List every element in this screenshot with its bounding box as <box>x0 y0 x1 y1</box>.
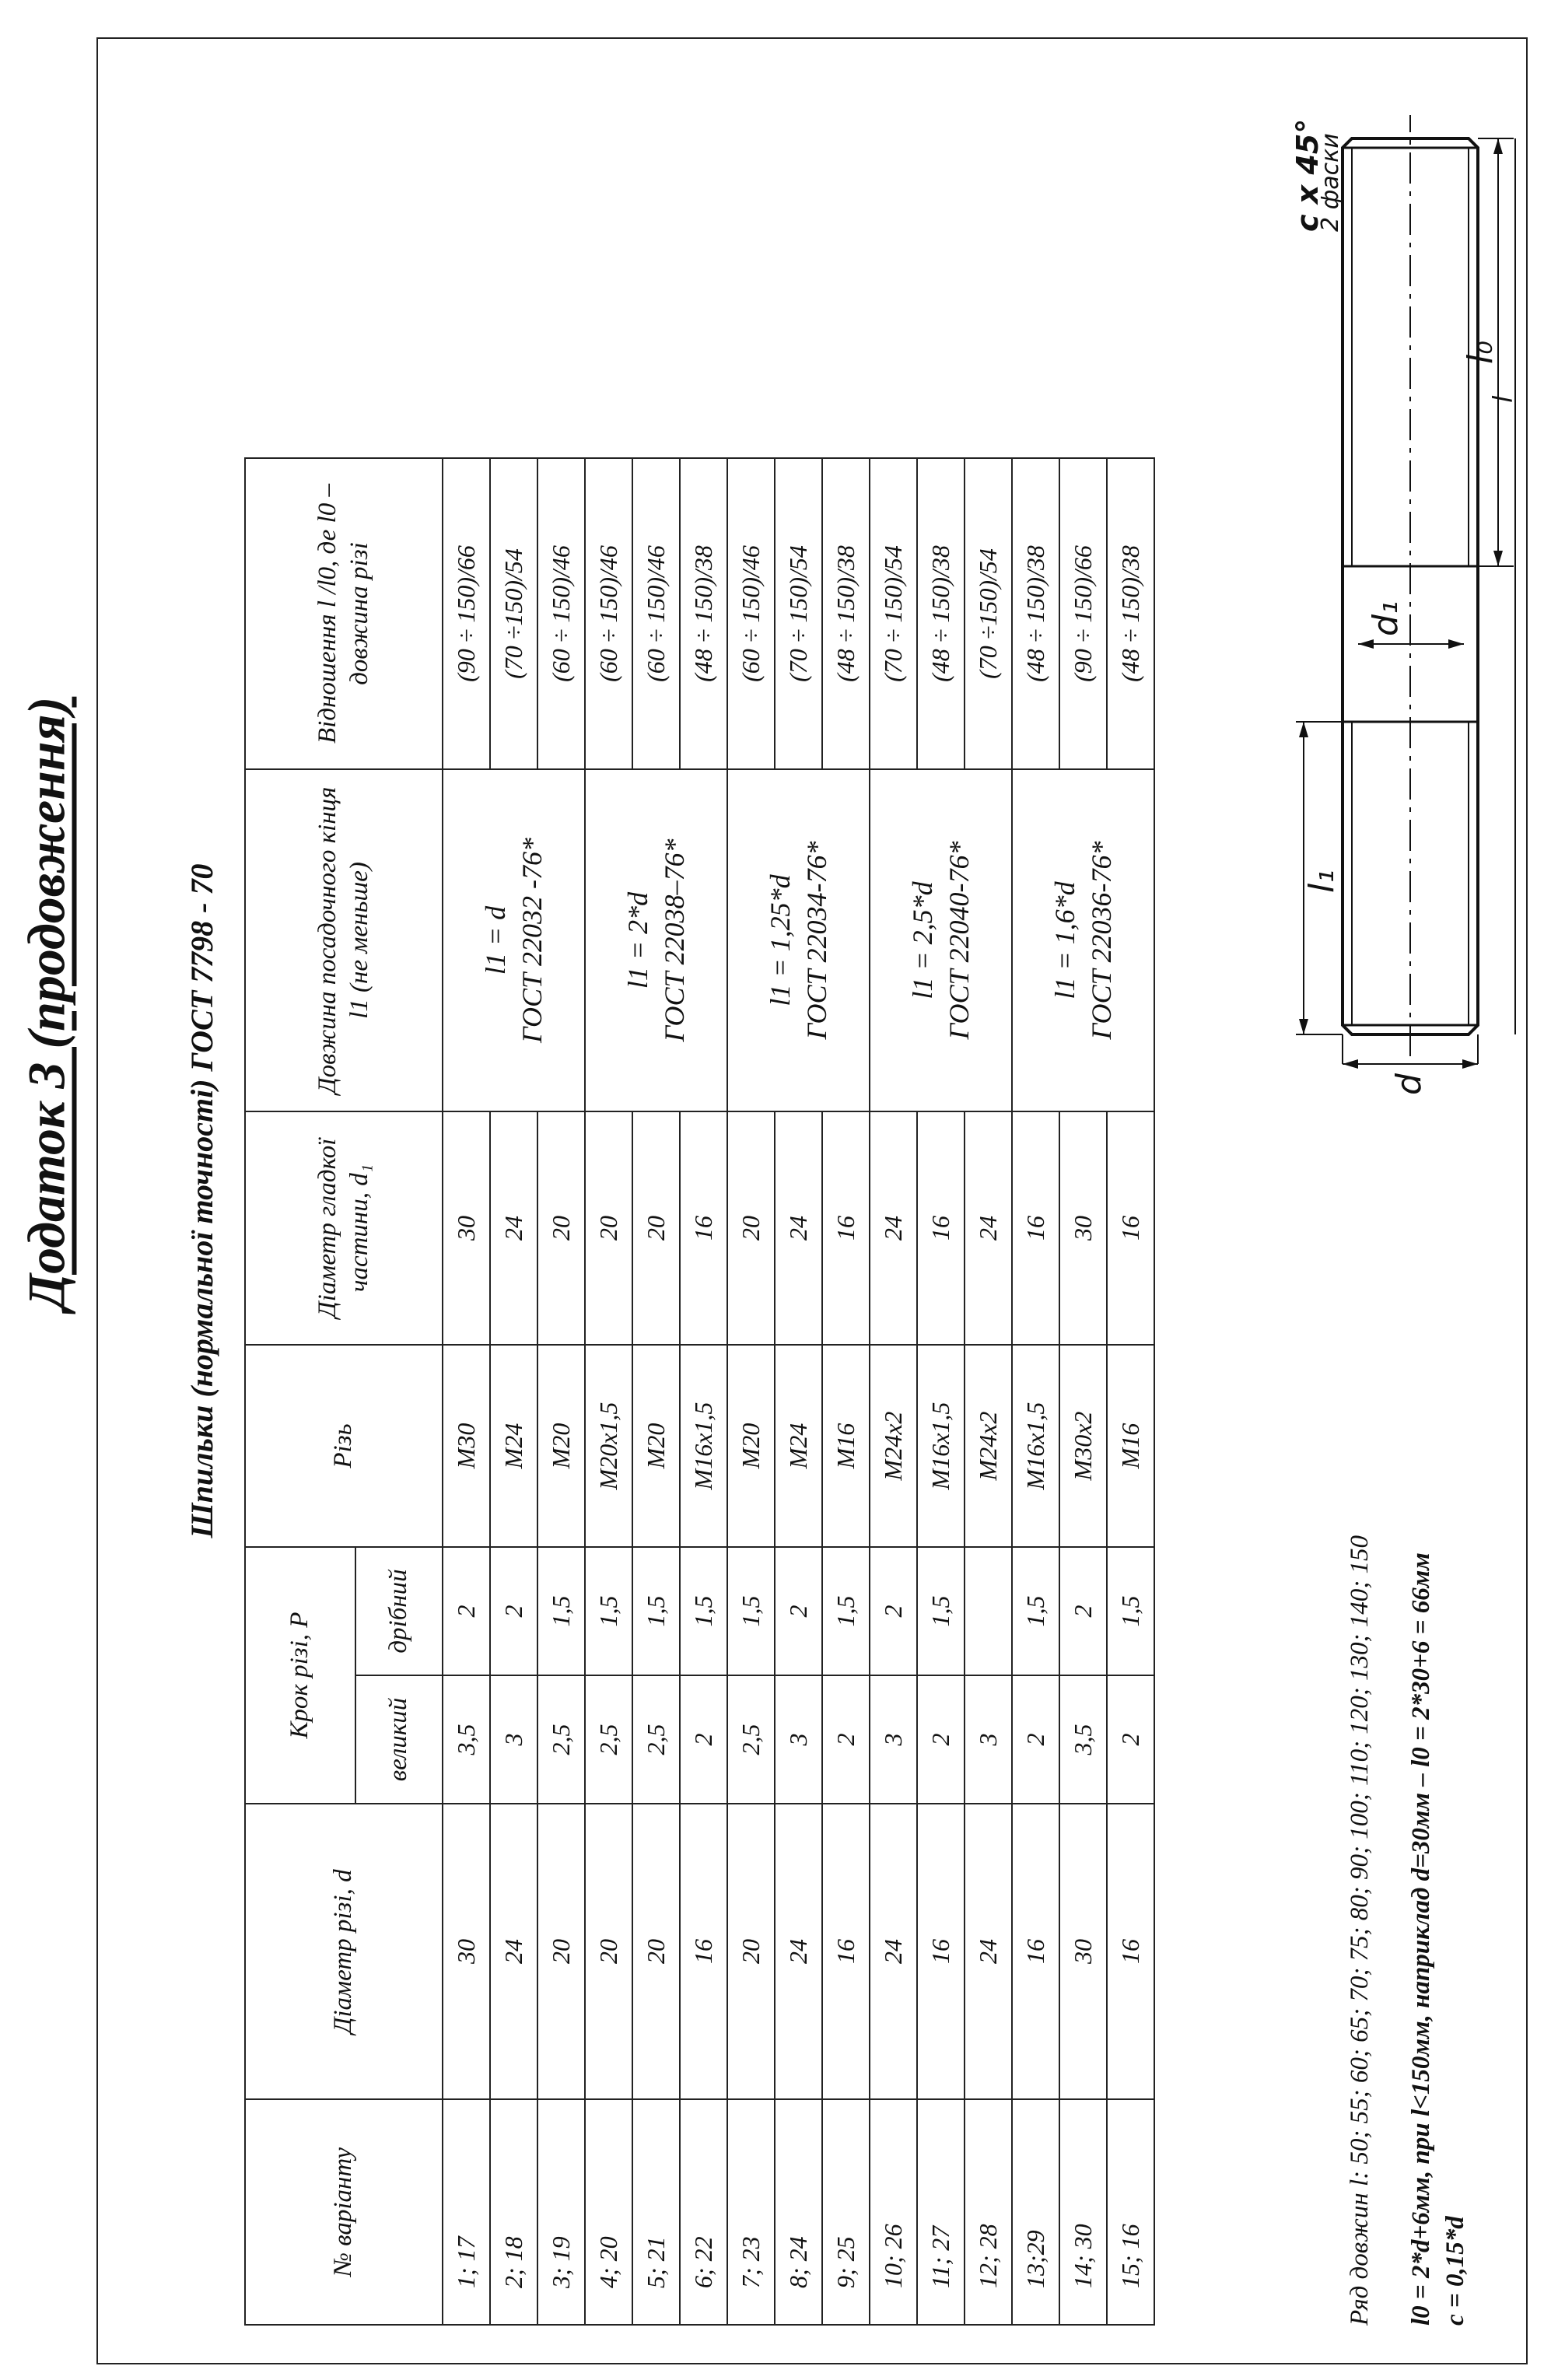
cell-thread: M24x2 <box>965 1345 1012 1547</box>
cell-pitch-coarse: 2 <box>917 1675 965 1804</box>
label-d1: d₁ <box>1366 600 1406 636</box>
fit-gost: ГОСТ 22038–76* <box>658 838 690 1042</box>
cell-pitch-coarse: 2 <box>1107 1675 1154 1804</box>
cell-pitch-coarse: 3 <box>965 1675 1012 1804</box>
cell-pitch-coarse: 2,5 <box>632 1675 680 1804</box>
table-row <box>775 458 822 2325</box>
cell-smooth-diameter: 24 <box>870 1111 917 1345</box>
stud-specification-table <box>244 457 1155 2326</box>
cell-pitch-coarse: 2 <box>680 1675 727 1804</box>
cell-fit-length <box>870 769 1012 1111</box>
header-ratio: Відношення l /l0, де l0 – довжина різі <box>245 458 443 769</box>
fit-gost: ГОСТ 22034-76* <box>800 841 832 1040</box>
cell-fit-length <box>727 769 870 1111</box>
cell-diameter: 30 <box>443 1804 490 2099</box>
fit-formula: l1 = d <box>479 905 511 975</box>
header-diameter: Діаметр різі, d <box>245 1804 443 2099</box>
cell-ratio: (90 ÷ 150)/66 <box>1059 458 1107 769</box>
cell-smooth-diameter: 16 <box>1107 1111 1154 1345</box>
fit-formula: l1 = 2,5*d <box>906 881 938 999</box>
cell-ratio: (90 ÷ 150)/66 <box>443 458 490 769</box>
cell-ratio: (70 ÷ 150)/54 <box>775 458 822 769</box>
cell-variant: 1; 17 <box>443 2099 490 2325</box>
cell-variant: 5; 21 <box>632 2099 680 2325</box>
table-row <box>585 458 632 2325</box>
table-title: Шпильки (нормальної точності) ГОСТ 7798 - 70 <box>184 863 219 1538</box>
thread-length-formula: l0 = 2*d+6мм, при l<150мм, наприклад d=30мм – l0 = 2*30+6 = 66мм <box>1406 1552 1435 2326</box>
cell-pitch-coarse: 2,5 <box>585 1675 632 1804</box>
cell-diameter: 16 <box>917 1804 965 2099</box>
cell-variant: 8; 24 <box>775 2099 822 2325</box>
cell-thread: M16x1,5 <box>1012 1345 1059 1547</box>
cell-pitch-fine: 1,5 <box>1012 1547 1059 1675</box>
cell-diameter: 16 <box>680 1804 727 2099</box>
cell-pitch-coarse: 2,5 <box>727 1675 775 1804</box>
length-series-note: Ряд довжин l: 50; 55; 60; 65; 70; 75; 80; 90; 100; 110; 120; 130; 140; 150 <box>1346 1535 1374 2326</box>
cell-pitch-coarse: 2 <box>822 1675 870 1804</box>
cell-ratio: (60 ÷ 150)/46 <box>585 458 632 769</box>
cell-diameter: 16 <box>1107 1804 1154 2099</box>
cell-pitch-fine: 1,5 <box>537 1547 585 1675</box>
cell-variant: 7; 23 <box>727 2099 775 2325</box>
cell-pitch-coarse: 3,5 <box>1059 1675 1107 1804</box>
cell-thread: M24 <box>490 1345 537 1547</box>
cell-fit-length <box>1012 769 1154 1111</box>
cell-fit-length <box>443 769 585 1111</box>
table-row <box>1059 458 1107 2325</box>
notes <box>1343 1159 1473 2326</box>
cell-variant: 14; 30 <box>1059 2099 1107 2325</box>
cell-smooth-diameter: 24 <box>490 1111 537 1345</box>
cell-fit-length <box>585 769 727 1111</box>
cell-thread: M16x1,5 <box>917 1345 965 1547</box>
cell-pitch-fine: 1,5 <box>680 1547 727 1675</box>
cell-ratio: (60 ÷ 150)/46 <box>537 458 585 769</box>
cell-ratio: (48 ÷ 150)/38 <box>1107 458 1154 769</box>
cell-ratio: (48 ÷ 150)/38 <box>822 458 870 769</box>
header-pitch-coarse: великий <box>355 1675 443 1804</box>
cell-pitch-fine <box>965 1547 1012 1675</box>
cell-diameter: 24 <box>870 1804 917 2099</box>
cell-diameter: 24 <box>965 1804 1012 2099</box>
cell-thread: M30 <box>443 1345 490 1547</box>
cell-diameter: 16 <box>822 1804 870 2099</box>
cell-thread: M24x2 <box>870 1345 917 1547</box>
cell-pitch-coarse: 3 <box>870 1675 917 1804</box>
cell-variant: 4; 20 <box>585 2099 632 2325</box>
label-l1: l₁ <box>1302 870 1342 893</box>
cell-variant: 6; 22 <box>680 2099 727 2325</box>
cell-thread: M16 <box>1107 1345 1154 1547</box>
cell-smooth-diameter: 24 <box>775 1111 822 1345</box>
page-heading-area <box>0 0 93 2380</box>
cell-smooth-diameter: 20 <box>727 1111 775 1345</box>
cell-smooth-diameter: 16 <box>917 1111 965 1345</box>
cell-diameter: 24 <box>775 1804 822 2099</box>
cell-smooth-diameter: 20 <box>632 1111 680 1345</box>
fit-formula: l1 = 1,25*d <box>764 874 796 1006</box>
cell-smooth-diameter: 24 <box>965 1111 1012 1345</box>
cell-pitch-coarse: 3,5 <box>443 1675 490 1804</box>
table-row <box>870 458 917 2325</box>
cell-diameter: 20 <box>632 1804 680 2099</box>
cell-ratio: (70 ÷150)/54 <box>490 458 537 769</box>
label-l0: l₀ <box>1461 341 1500 364</box>
label-chamfer: c x 45° <box>1290 118 1325 232</box>
cell-pitch-fine: 1,5 <box>727 1547 775 1675</box>
cell-ratio: (60 ÷ 150)/46 <box>727 458 775 769</box>
fit-gost: ГОСТ 22032 -76* <box>516 837 548 1044</box>
cell-smooth-diameter: 16 <box>680 1111 727 1345</box>
cell-pitch-fine: 1,5 <box>917 1547 965 1675</box>
table-row <box>1012 458 1059 2325</box>
cell-thread: M24 <box>775 1345 822 1547</box>
cell-pitch-coarse: 2 <box>1012 1675 1059 1804</box>
cell-variant: 15; 16 <box>1107 2099 1154 2325</box>
cell-variant: 11; 27 <box>917 2099 965 2325</box>
cell-pitch-fine: 1,5 <box>822 1547 870 1675</box>
header-pitch: Крок різі, P <box>245 1547 355 1804</box>
cell-pitch-fine: 2 <box>775 1547 822 1675</box>
cell-pitch-coarse: 3 <box>490 1675 537 1804</box>
cell-thread: M20 <box>632 1345 680 1547</box>
cell-smooth-diameter: 30 <box>1059 1111 1107 1345</box>
fit-formula: l1 = 1,6*d <box>1049 881 1080 999</box>
cell-ratio: (48 ÷ 150)/38 <box>1012 458 1059 769</box>
cell-diameter: 20 <box>585 1804 632 2099</box>
table-row <box>537 458 585 2325</box>
table-row <box>965 458 1012 2325</box>
cell-variant: 10; 26 <box>870 2099 917 2325</box>
cell-pitch-fine: 2 <box>443 1547 490 1675</box>
cell-pitch-fine: 1,5 <box>632 1547 680 1675</box>
cell-smooth-diameter: 16 <box>1012 1111 1059 1345</box>
cell-thread: M16x1,5 <box>680 1345 727 1547</box>
fit-gost: ГОСТ 22040-76* <box>943 841 975 1040</box>
cell-variant: 12; 28 <box>965 2099 1012 2325</box>
header-smooth-diameter: Діаметр гладкої частини, d₁ <box>245 1111 443 1345</box>
label-l: l <box>1488 395 1519 403</box>
cell-ratio: (48 ÷ 150)/38 <box>680 458 727 769</box>
rotated-page <box>98 39 1526 2363</box>
cell-smooth-diameter: 30 <box>443 1111 490 1345</box>
cell-variant: 9; 25 <box>822 2099 870 2325</box>
header-pitch-fine: дрібний <box>355 1547 443 1675</box>
cell-ratio: (60 ÷ 150)/46 <box>632 458 680 769</box>
cell-ratio: (70 ÷ 150)/54 <box>870 458 917 769</box>
cell-thread: M20 <box>537 1345 585 1547</box>
cell-ratio: (70 ÷150)/54 <box>965 458 1012 769</box>
header-fit-length: Довжина посадочного кінця l1 (не меньше) <box>245 769 443 1111</box>
cell-variant: 13;29 <box>1012 2099 1059 2325</box>
cell-pitch-fine: 2 <box>1059 1547 1107 1675</box>
cell-ratio: (48 ÷ 150)/38 <box>917 458 965 769</box>
cell-pitch-fine: 2 <box>490 1547 537 1675</box>
stud-drawing <box>1288 68 1521 1142</box>
table-row <box>632 458 680 2325</box>
table-frame <box>96 37 1528 2364</box>
page-heading: Додаток 3 (продовження) <box>16 696 76 1311</box>
label-d: d <box>1389 1073 1429 1095</box>
cell-smooth-diameter: 20 <box>585 1111 632 1345</box>
table-row <box>917 458 965 2325</box>
cell-variant: 2; 18 <box>490 2099 537 2325</box>
cell-smooth-diameter: 20 <box>537 1111 585 1345</box>
cell-thread: M30x2 <box>1059 1345 1107 1547</box>
cell-pitch-fine: 2 <box>870 1547 917 1675</box>
label-chamfer-note: 2 фаски <box>1317 133 1344 232</box>
cell-pitch-coarse: 3 <box>775 1675 822 1804</box>
table-row <box>822 458 870 2325</box>
header-variant: № варіанту <box>245 2099 443 2325</box>
fit-formula: l1 = 2*d <box>621 891 653 989</box>
table-row <box>490 458 537 2325</box>
cell-diameter: 20 <box>537 1804 585 2099</box>
cell-pitch-fine: 1,5 <box>585 1547 632 1675</box>
cell-diameter: 16 <box>1012 1804 1059 2099</box>
table-row <box>727 458 775 2325</box>
chamfer-formula: c = 0,15*d <box>1441 2216 1470 2326</box>
table-row <box>1107 458 1154 2325</box>
cell-thread: M20x1,5 <box>585 1345 632 1547</box>
cell-diameter: 20 <box>727 1804 775 2099</box>
cell-variant: 3; 19 <box>537 2099 585 2325</box>
table-body <box>443 458 1154 2325</box>
fit-gost: ГОСТ 22036-76* <box>1085 841 1117 1040</box>
header-thread: Різь <box>245 1345 443 1547</box>
cell-diameter: 24 <box>490 1804 537 2099</box>
cell-smooth-diameter: 16 <box>822 1111 870 1345</box>
table-row <box>680 458 727 2325</box>
cell-diameter: 30 <box>1059 1804 1107 2099</box>
cell-pitch-coarse: 2,5 <box>537 1675 585 1804</box>
table-row <box>443 458 490 2325</box>
cell-thread: M20 <box>727 1345 775 1547</box>
cell-pitch-fine: 1,5 <box>1107 1547 1154 1675</box>
cell-thread: M16 <box>822 1345 870 1547</box>
